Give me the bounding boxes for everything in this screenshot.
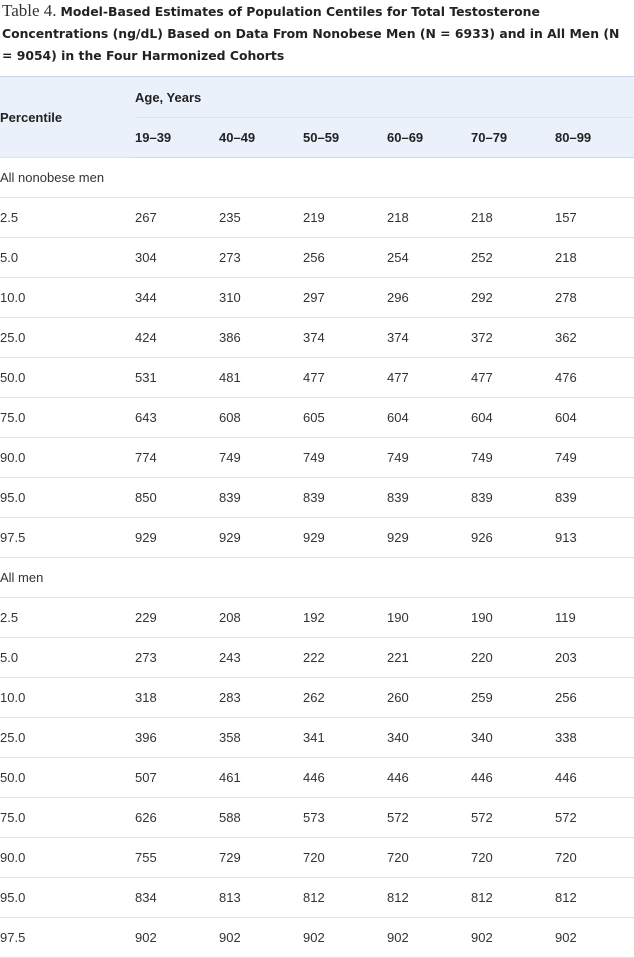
value-cell: 608: [219, 398, 303, 438]
value-cell: 834: [135, 878, 219, 918]
value-cell: 720: [387, 838, 471, 878]
table-caption: [0, 0, 634, 66]
value-cell: 850: [135, 478, 219, 518]
table-row: [0, 398, 634, 438]
value-cell: 749: [387, 438, 471, 478]
value-cell: 913: [555, 518, 634, 558]
value-cell: 572: [471, 798, 555, 838]
value-cell: 477: [387, 358, 471, 398]
value-cell: 341: [303, 718, 387, 758]
value-cell: 481: [219, 358, 303, 398]
value-cell: 362: [555, 318, 634, 358]
percentile-cell: 95.0: [0, 878, 135, 918]
age-header: Age, Years: [135, 77, 634, 118]
value-cell: 273: [135, 638, 219, 678]
value-cell: 812: [387, 878, 471, 918]
value-cell: 229: [135, 598, 219, 638]
percentile-cell: 75.0: [0, 798, 135, 838]
value-cell: 190: [471, 598, 555, 638]
value-cell: 372: [471, 318, 555, 358]
value-cell: 588: [219, 798, 303, 838]
value-cell: 304: [135, 238, 219, 278]
value-cell: 190: [387, 598, 471, 638]
value-cell: 283: [219, 678, 303, 718]
value-cell: 729: [219, 838, 303, 878]
value-cell: 477: [303, 358, 387, 398]
table-label: Table 4.: [2, 1, 57, 20]
value-cell: 203: [555, 638, 634, 678]
value-cell: 218: [555, 238, 634, 278]
value-cell: 254: [387, 238, 471, 278]
value-cell: 531: [135, 358, 219, 398]
value-cell: 902: [555, 918, 634, 958]
percentile-cell: 75.0: [0, 398, 135, 438]
value-cell: 720: [471, 838, 555, 878]
value-cell: 902: [219, 918, 303, 958]
percentile-cell: 50.0: [0, 358, 135, 398]
section-row: [0, 558, 634, 598]
percentile-cell: 50.0: [0, 758, 135, 798]
value-cell: 929: [135, 518, 219, 558]
value-cell: 605: [303, 398, 387, 438]
value-cell: 572: [555, 798, 634, 838]
table-row: [0, 358, 634, 398]
value-cell: 573: [303, 798, 387, 838]
value-cell: 604: [471, 398, 555, 438]
value-cell: 221: [387, 638, 471, 678]
value-cell: 296: [387, 278, 471, 318]
percentile-cell: 90.0: [0, 838, 135, 878]
value-cell: 446: [555, 758, 634, 798]
value-cell: 262: [303, 678, 387, 718]
value-cell: 839: [219, 478, 303, 518]
value-cell: 374: [303, 318, 387, 358]
value-cell: 902: [387, 918, 471, 958]
value-cell: 812: [555, 878, 634, 918]
value-cell: 218: [387, 198, 471, 238]
table-body: [0, 158, 634, 958]
percentile-cell: 95.0: [0, 478, 135, 518]
value-cell: 219: [303, 198, 387, 238]
value-cell: 344: [135, 278, 219, 318]
percentile-header: Percentile: [0, 77, 135, 158]
table-row: [0, 478, 634, 518]
percentile-cell: 10.0: [0, 678, 135, 718]
value-cell: 446: [387, 758, 471, 798]
value-cell: 446: [303, 758, 387, 798]
value-cell: 278: [555, 278, 634, 318]
table-row: [0, 718, 634, 758]
age-group-header: 70–79: [471, 118, 555, 158]
table-row: [0, 518, 634, 558]
value-cell: 222: [303, 638, 387, 678]
value-cell: 477: [471, 358, 555, 398]
value-cell: 812: [303, 878, 387, 918]
value-cell: 235: [219, 198, 303, 238]
percentile-cell: 97.5: [0, 518, 135, 558]
percentile-cell: 10.0: [0, 278, 135, 318]
percentile-cell: 5.0: [0, 638, 135, 678]
value-cell: 902: [135, 918, 219, 958]
age-group-header: 50–59: [303, 118, 387, 158]
percentile-cell: 25.0: [0, 318, 135, 358]
age-group-header: 60–69: [387, 118, 471, 158]
value-cell: 749: [303, 438, 387, 478]
table-title: Model-Based Estimates of Population Centiles for Total Testosterone Concentrations (ng/dL) Based on Data From Nonobese Men (N = 6933) and in All Men (N = 9054) in the Four Harmonized Cohorts: [2, 4, 620, 63]
value-cell: 318: [135, 678, 219, 718]
table-row: [0, 598, 634, 638]
value-cell: 604: [555, 398, 634, 438]
value-cell: 839: [387, 478, 471, 518]
value-cell: 926: [471, 518, 555, 558]
value-cell: 626: [135, 798, 219, 838]
table-row: [0, 238, 634, 278]
percentile-cell: 25.0: [0, 718, 135, 758]
value-cell: 218: [471, 198, 555, 238]
value-cell: 749: [555, 438, 634, 478]
value-cell: 507: [135, 758, 219, 798]
table-row: [0, 678, 634, 718]
value-cell: 774: [135, 438, 219, 478]
value-cell: 755: [135, 838, 219, 878]
value-cell: 220: [471, 638, 555, 678]
value-cell: 476: [555, 358, 634, 398]
testosterone-centile-table: [0, 76, 634, 958]
value-cell: 252: [471, 238, 555, 278]
value-cell: 446: [471, 758, 555, 798]
value-cell: 273: [219, 238, 303, 278]
value-cell: 192: [303, 598, 387, 638]
value-cell: 297: [303, 278, 387, 318]
table-row: [0, 838, 634, 878]
value-cell: 374: [387, 318, 471, 358]
value-cell: 119: [555, 598, 634, 638]
table-row: [0, 438, 634, 478]
table-row: [0, 318, 634, 358]
section-label: All men: [0, 558, 634, 598]
table-row: [0, 638, 634, 678]
value-cell: 260: [387, 678, 471, 718]
value-cell: 902: [303, 918, 387, 958]
value-cell: 396: [135, 718, 219, 758]
value-cell: 929: [303, 518, 387, 558]
value-cell: 720: [303, 838, 387, 878]
value-cell: 839: [303, 478, 387, 518]
value-cell: 358: [219, 718, 303, 758]
value-cell: 461: [219, 758, 303, 798]
percentile-cell: 5.0: [0, 238, 135, 278]
table-row: [0, 278, 634, 318]
value-cell: 720: [555, 838, 634, 878]
value-cell: 929: [219, 518, 303, 558]
value-cell: 424: [135, 318, 219, 358]
value-cell: 256: [555, 678, 634, 718]
value-cell: 157: [555, 198, 634, 238]
age-group-header: 40–49: [219, 118, 303, 158]
table-row: [0, 758, 634, 798]
percentile-cell: 2.5: [0, 598, 135, 638]
value-cell: 929: [387, 518, 471, 558]
value-cell: 310: [219, 278, 303, 318]
value-cell: 208: [219, 598, 303, 638]
value-cell: 839: [471, 478, 555, 518]
value-cell: 572: [387, 798, 471, 838]
value-cell: 749: [471, 438, 555, 478]
value-cell: 902: [471, 918, 555, 958]
age-group-header: 19–39: [135, 118, 219, 158]
value-cell: 256: [303, 238, 387, 278]
section-row: [0, 158, 634, 198]
value-cell: 338: [555, 718, 634, 758]
table-row: [0, 198, 634, 238]
section-label: All nonobese men: [0, 158, 634, 198]
value-cell: 604: [387, 398, 471, 438]
value-cell: 259: [471, 678, 555, 718]
value-cell: 267: [135, 198, 219, 238]
value-cell: 340: [471, 718, 555, 758]
value-cell: 386: [219, 318, 303, 358]
value-cell: 292: [471, 278, 555, 318]
value-cell: 340: [387, 718, 471, 758]
value-cell: 812: [471, 878, 555, 918]
table-row: [0, 878, 634, 918]
percentile-cell: 2.5: [0, 198, 135, 238]
table-row: [0, 798, 634, 838]
value-cell: 839: [555, 478, 634, 518]
percentile-cell: 90.0: [0, 438, 135, 478]
percentile-cell: 97.5: [0, 918, 135, 958]
value-cell: 243: [219, 638, 303, 678]
value-cell: 813: [219, 878, 303, 918]
age-group-header: 80–99: [555, 118, 634, 158]
value-cell: 749: [219, 438, 303, 478]
table-header: [0, 77, 634, 158]
table-row: [0, 918, 634, 958]
value-cell: 643: [135, 398, 219, 438]
